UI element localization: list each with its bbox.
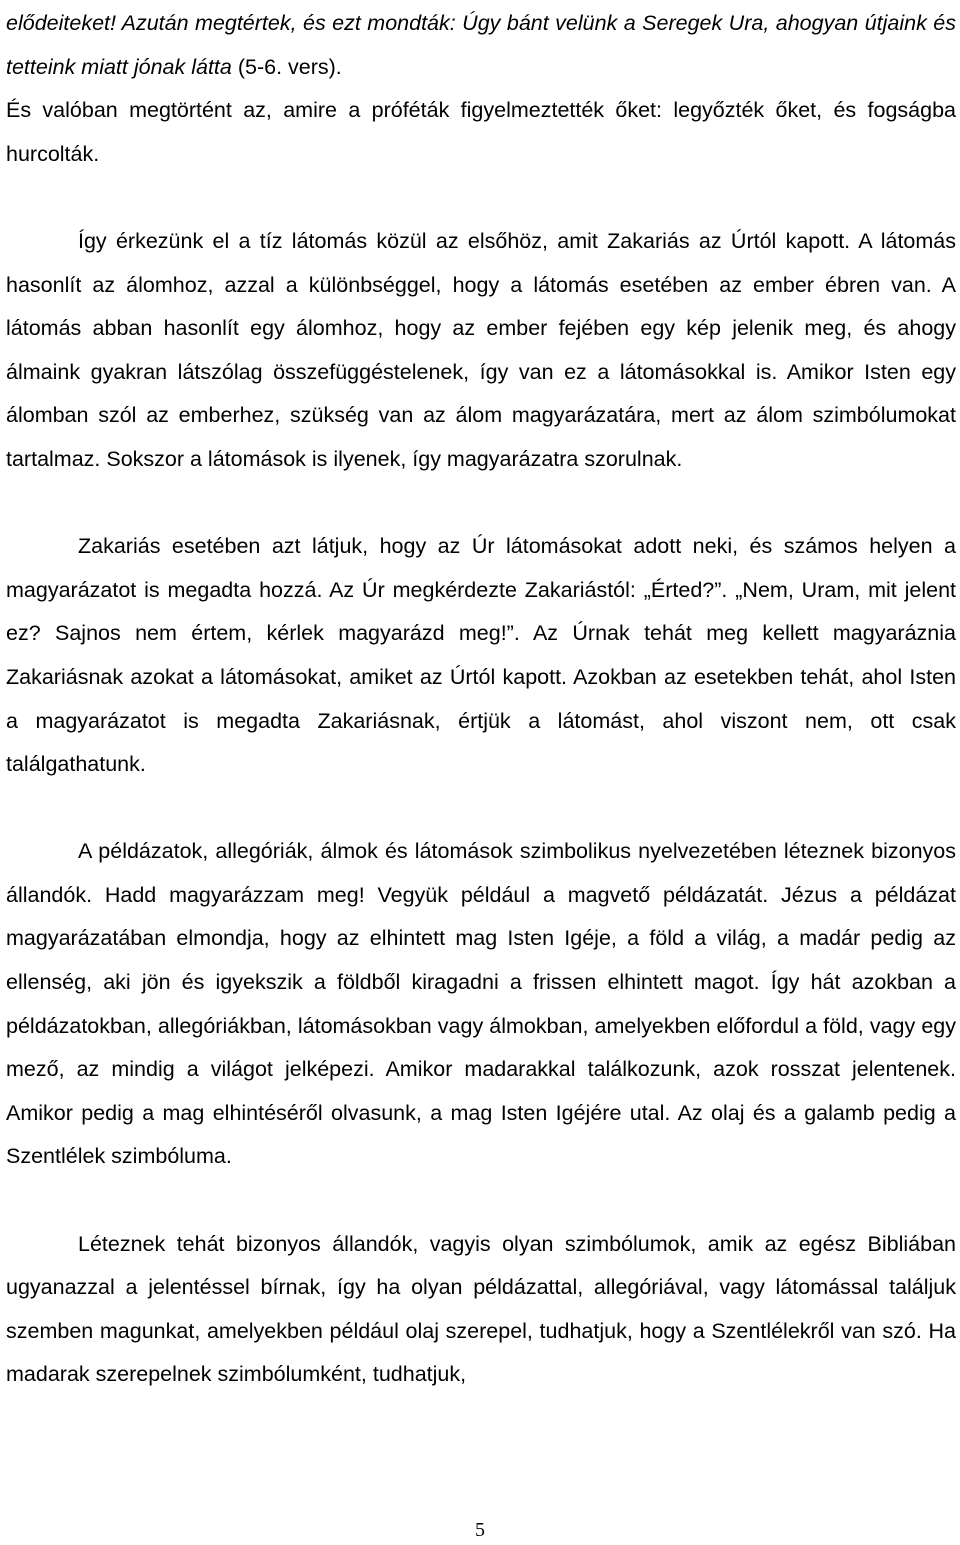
continuation-reference: (5-6. vers). <box>231 54 342 79</box>
paragraph-gap <box>6 1179 956 1223</box>
paragraph-4: Léteznek tehát bizonyos állandók, vagyis olyan szimbólumok, amik az egész Bibliában ugyanazzal a jelentéssel bírnak, így ha olyan példázattal, allegóriával, vagy látomással találjuk szemben magunkat, amelyekben például olaj szerepel, tudhatjuk, hogy a Szentlélekről van szó. Ha madarak szerepelnek szimbólumként, tudhatjuk, <box>6 1231 956 1387</box>
paragraph-gap <box>6 482 956 526</box>
paragraph-1: Így érkezünk el a tíz látomás közül az elsőhöz, amit Zakariás az Úrtól kapott. A látomás hasonlít az álomhoz, azzal a különbséggel, hogy a látomás esetében az ember ébren van. A látomás abban hasonlít egy álomhoz, hogy az ember fejében egy kép jelenik meg, és ahogy álmaink gyakran látszólag összefüggéstelenek, így van ez a látomásokkal is. Amikor Isten egy álomban szól az emberhez, szükség van az álom magyarázatára, mert az álom szimbólumokat tartalmaz. Sokszor a látomások is ilyenek, így magyarázatra szorulnak. <box>6 228 956 471</box>
continuation-quote: elődeiteket! Azután megtértek, és ezt mondták: Úgy bánt velünk a Seregek Ura, ahogyan útjaink és tetteink miatt jónak látta <box>6 11 956 79</box>
document-page <box>6 0 956 1397</box>
continuation-line: És valóban megtörtént az, amire a próféták figyelmeztették őket: legyőzték őket, és fogságba hurcolták. <box>6 98 956 166</box>
paragraph-gap <box>6 176 956 220</box>
page-number: 5 <box>475 1519 485 1541</box>
continuation-text <box>6 2 956 89</box>
paragraph-2: Zakariás esetében azt látjuk, hogy az Úr látomásokat adott neki, és számos helyen a magyarázatot is megadta hozzá. Az Úr megkérdezte Zakariástól: „Érted?”. „Nem, Uram, mit jelent ez? Sajnos nem értem, kérlek magyarázd meg!”. Az Úrnak tehát meg kellett magyaráznia Zakariásnak azokat a látomásokat, amiket az Úrtól kapott. Azokban az esetekben tehát, ahol Isten a magyarázatot is megadta Zakariásnak, értjük a látomást, ahol viszont nem, ott csak találgathatunk. <box>6 534 956 777</box>
paragraph-gap <box>6 787 956 831</box>
paragraph-3: A példázatok, allegóriák, álmok és látomások szimbolikus nyelvezetében léteznek bizonyos állandók. Hadd magyarázzam meg! Vegyük például a magvető példázatát. Jézus a példázat magyarázatában elmondja, hogy az elhintett mag Isten Igéje, a föld a világ, a madár pedig az ellenség, aki jön és igyekszik a földből kiragadni a frissen elhintett magot. Így hát azokban a példázatokban, allegóriákban, látomásokban vagy álmokban, amelyekben előfordul a föld, vagy egy mező, az mindig a világot jelképezi. Amikor madarakkal találkozunk, azok rosszat jelentenek. Amikor pedig a mag elhintéséről olvasunk, a mag Isten Igéjére utal. Az olaj és a galamb pedig a Szentlélek szimbóluma. <box>6 839 956 1169</box>
